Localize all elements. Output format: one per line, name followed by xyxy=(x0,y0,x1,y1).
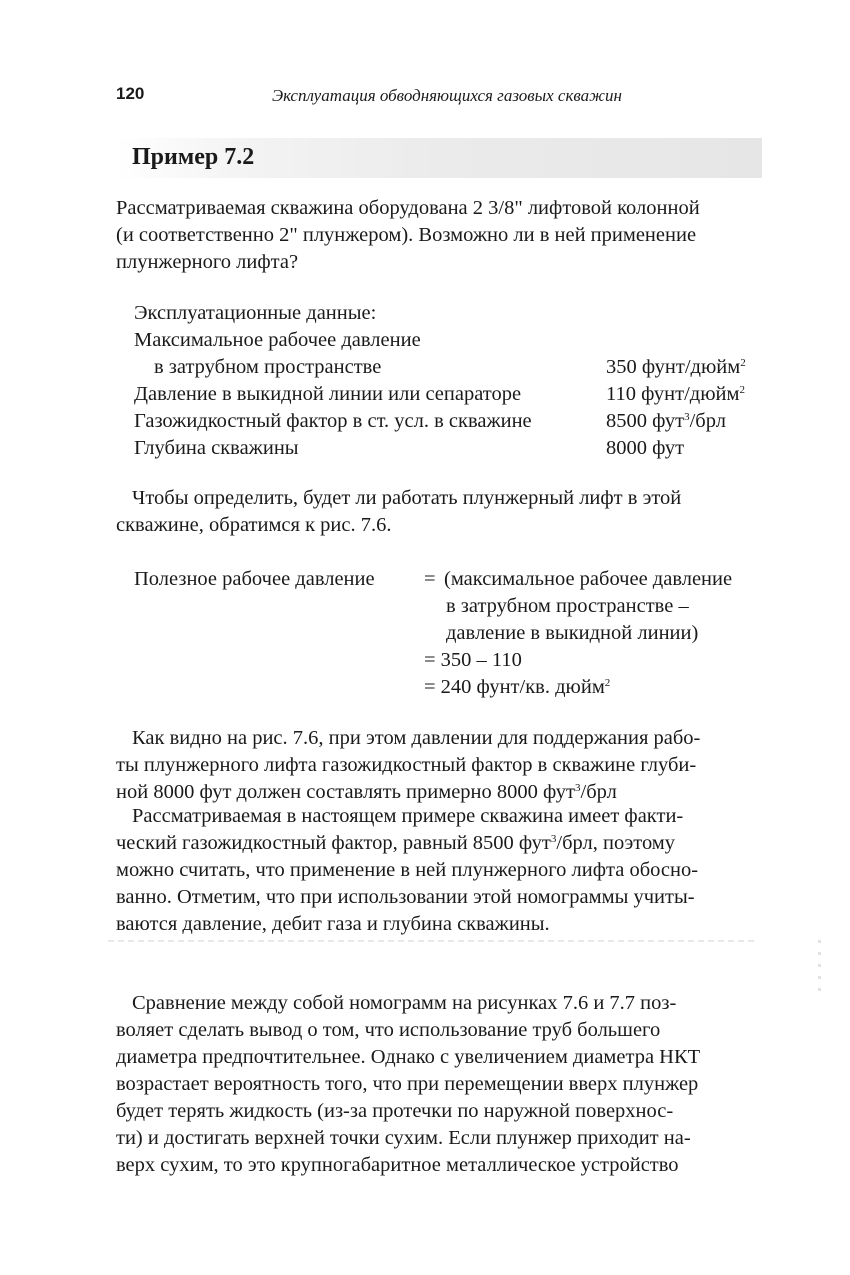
intro-paragraph xyxy=(116,195,762,276)
operational-data-table xyxy=(134,300,764,462)
data-table-row xyxy=(134,408,764,435)
formula-lhs: Полезное рабочее давление xyxy=(134,568,375,590)
data-table-row xyxy=(134,354,764,381)
formula-rhs: в затрубном пространстве – xyxy=(446,595,689,617)
paragraph-line: ческий газожидкостный фактор, равный 8500 фут$^3$/брл, поэтому xyxy=(116,832,676,854)
formula-rhs: (максимальное рабочее давление xyxy=(444,568,733,590)
paragraph-line: воляет сделать вывод о том, что использование труб большего xyxy=(116,1019,661,1041)
data-label: Максимальное рабочее давление xyxy=(134,329,421,351)
formula-equals: = xyxy=(424,568,436,590)
paragraph-line: Как видно на рис. 7.6, при этом давлении для поддержания рабо- xyxy=(132,727,701,749)
paragraph-result xyxy=(116,725,762,806)
intro-line: (и соответственно 2" плунжером). Возможно ли в ней применение xyxy=(116,224,697,246)
paragraph-line: возрастает вероятность того, что при перемещении вверх плунжер xyxy=(116,1073,699,1095)
paragraph-line: верх сухим, то это крупногабаритное металлическое устройство xyxy=(116,1154,679,1176)
paragraph-line: ты плунжерного лифта газожидкостный фактор в скважине глуби- xyxy=(116,754,697,776)
data-table-heading: Эксплуатационные данные: xyxy=(134,302,377,324)
paragraph-line: Сравнение между собой номограмм на рисунках 7.6 и 7.7 поз- xyxy=(132,992,677,1014)
paragraph-line: ваются давление, дебит газа и глубина скважины. xyxy=(116,913,550,935)
data-table-row xyxy=(134,435,764,462)
data-label: в затрубном пространстве xyxy=(154,356,382,378)
data-label: Глубина скважины xyxy=(134,437,299,459)
data-table-row xyxy=(134,381,764,408)
data-label: Газожидкостный фактор в ст. усл. в скважине xyxy=(134,410,532,432)
paragraph-line: можно считать, что применение в ней плунжерного лифта обосно- xyxy=(116,859,699,881)
data-value: 350 фунт/дюйм$^2$ xyxy=(606,356,746,378)
intro-line: Рассматриваемая скважина оборудована 2 3/8" лифтовой колонной xyxy=(116,197,700,219)
example-title: Пример 7.2 xyxy=(132,144,255,170)
paragraph-line: ной 8000 фут должен составлять примерно 8000 фут$^3$/брл xyxy=(116,781,617,803)
formula-row xyxy=(134,566,764,593)
paragraph-line: ванно. Отметим, что при использовании этой номограммы учиты- xyxy=(116,886,695,908)
paragraph-line: Чтобы определить, будет ли работать плунжерный лифт в этой xyxy=(132,487,682,509)
data-value: 8500 фут$^3$/брл xyxy=(606,410,726,432)
example-end-divider xyxy=(108,940,758,942)
paragraph-comparison xyxy=(116,990,762,1179)
paragraph-line: будет терять жидкость (из-за протечки по наружной поверхнос- xyxy=(116,1100,674,1122)
paragraph-line: скважине, обратимся к рис. 7.6. xyxy=(116,514,392,536)
page-number: 120 xyxy=(116,84,145,103)
working-pressure-formula xyxy=(134,566,764,701)
data-value: 110 фунт/дюйм$^2$ xyxy=(606,383,745,405)
paragraph-reference-figure xyxy=(116,485,762,539)
running-title: Эксплуатация обводняющихся газовых скважин xyxy=(272,86,622,105)
margin-mark xyxy=(818,940,821,1000)
data-value: 8000 фут xyxy=(606,437,685,459)
data-table-row xyxy=(134,327,764,354)
paragraph-line: Рассматриваемая в настоящем примере скважина имеет факти- xyxy=(132,805,684,827)
data-label: Давление в выкидной линии или сепараторе xyxy=(134,383,522,405)
formula-rhs: давление в выкидной линии) xyxy=(446,622,699,644)
intro-line: плунжерного лифта? xyxy=(116,251,299,273)
paragraph-line: ти) и достигать верхней точки сухим. Если плунжер приходит на- xyxy=(116,1127,691,1149)
formula-result: = 240 фунт/кв. дюйм$^2$ xyxy=(424,676,611,698)
paragraph-conclusion xyxy=(116,803,762,938)
formula-step: = 350 – 110 xyxy=(424,649,522,671)
data-table-heading-row xyxy=(134,300,764,327)
paragraph-line: диаметра предпочтительнее. Однако с увеличением диаметра НКТ xyxy=(116,1046,701,1068)
